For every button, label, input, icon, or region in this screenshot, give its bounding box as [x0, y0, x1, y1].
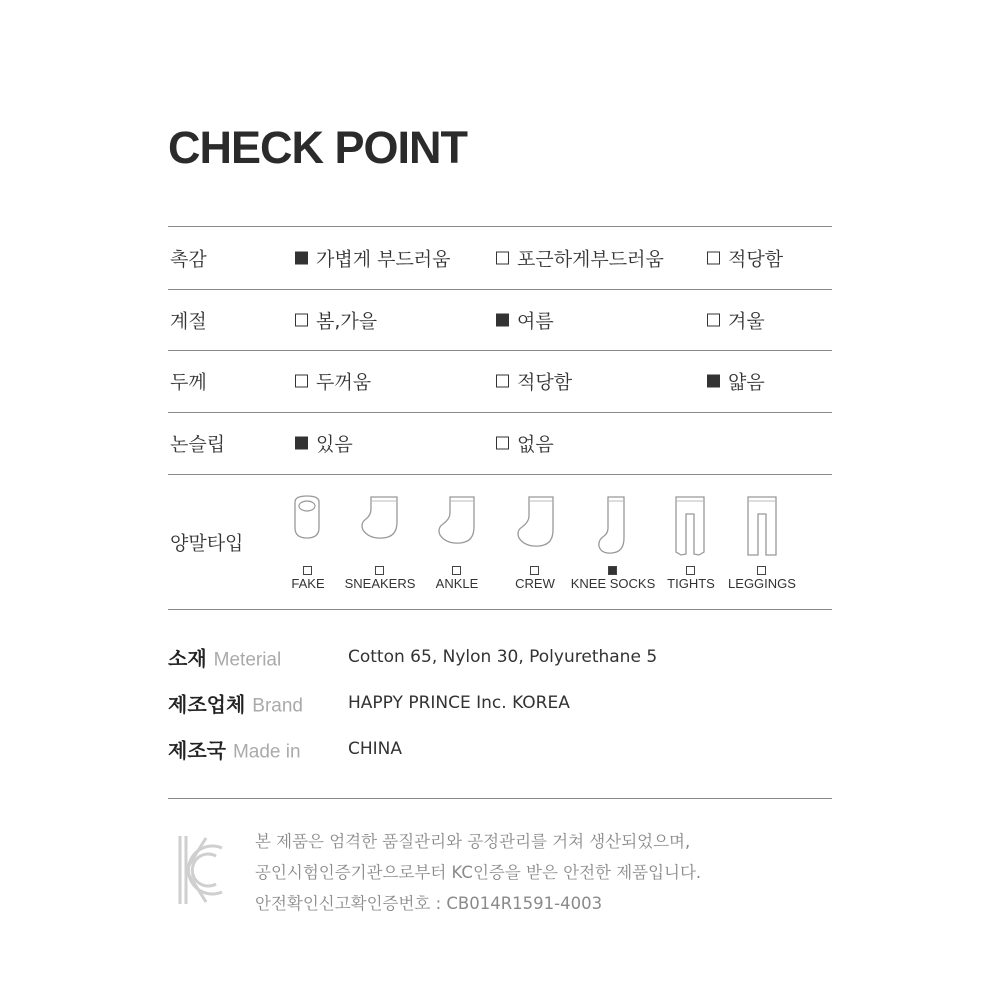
checkbox-knee-socks[interactable]: [608, 566, 617, 575]
divider: [168, 798, 832, 799]
option-thick[interactable]: [295, 368, 371, 395]
ankle-sock-icon: [435, 494, 477, 548]
sock-label-ankle: ANKLE: [435, 576, 479, 591]
option-light-soft[interactable]: [295, 245, 451, 272]
info-value-origin: CHINA: [348, 739, 403, 759]
option-label: 적당함: [728, 248, 784, 271]
info-value-material: Cotton 65, Nylon 30, Polyurethane 5: [348, 647, 658, 667]
option-cozy-soft[interactable]: [496, 245, 664, 272]
option-medium[interactable]: [496, 368, 572, 395]
row-label-non-slip: 논슬립: [170, 433, 226, 456]
notice-line: 공인시험인증기관으로부터 KC인증을 받은 안전한 제품입니다.: [255, 863, 702, 882]
option-label: 포근하게부드러움: [517, 248, 664, 271]
divider: [168, 474, 832, 475]
option-label: 봄,가을: [316, 310, 378, 333]
option-label: 얇음: [728, 371, 765, 394]
divider: [168, 289, 832, 290]
divider: [168, 226, 832, 227]
checkbox-crew[interactable]: [530, 566, 539, 575]
option-label: 적당함: [517, 371, 573, 394]
crew-sock-icon: [514, 494, 556, 550]
sneakers-sock-icon: [358, 494, 400, 544]
option-spring-fall[interactable]: [295, 307, 377, 334]
info-label-material: 소재 Meterial: [168, 646, 282, 671]
checkbox[interactable]: [707, 314, 720, 327]
notice-line: 본 제품은 엄격한 품질관리와 공정관리를 거쳐 생산되었으며,: [255, 832, 691, 851]
row-label-season: 계절: [170, 310, 207, 333]
checkbox[interactable]: [496, 252, 509, 265]
sock-label-sneakers: SNEAKERS: [344, 576, 416, 591]
notice-line: 안전확인신고확인증번호 : CB014R1591-4003: [255, 894, 603, 913]
checkbox[interactable]: [295, 375, 308, 388]
row-label-sock-type: 양말타입: [170, 532, 244, 555]
option-winter[interactable]: [707, 307, 765, 334]
row-label-texture: 촉감: [170, 248, 207, 271]
divider: [168, 350, 832, 351]
fake-sock-icon: [291, 494, 323, 542]
checkbox[interactable]: [295, 314, 308, 327]
sock-label-leggings: LEGGINGS: [728, 576, 796, 591]
checkbox-tights[interactable]: [686, 566, 695, 575]
option-label: 두꺼움: [316, 371, 372, 394]
divider: [168, 412, 832, 413]
checkbox-ankle[interactable]: [452, 566, 461, 575]
checkbox[interactable]: [707, 252, 720, 265]
option-thin[interactable]: [707, 368, 765, 395]
checkbox[interactable]: [496, 437, 509, 450]
option-label: 겨울: [728, 310, 765, 333]
option-label: 없음: [517, 433, 554, 456]
sock-label-tights: TIGHTS: [667, 576, 715, 591]
info-label-brand: 제조업체 Brand: [168, 692, 303, 717]
leggings-icon: [744, 494, 780, 558]
kc-certification-icon: [176, 834, 224, 906]
divider: [168, 609, 832, 610]
checkbox-leggings[interactable]: [757, 566, 766, 575]
checkbox[interactable]: [496, 314, 509, 327]
row-label-thickness: 두께: [170, 371, 207, 394]
option-no[interactable]: [496, 430, 554, 457]
kc-notice: [255, 826, 701, 919]
sock-label-crew: CREW: [515, 576, 555, 591]
checkbox-sneakers[interactable]: [375, 566, 384, 575]
info-value-brand: HAPPY PRINCE Inc. KOREA: [348, 693, 570, 713]
option-moderate[interactable]: [707, 245, 783, 272]
sock-label-knee-socks: KNEE SOCKS: [570, 576, 656, 591]
page-title: CHECK POINT: [168, 122, 468, 173]
option-label: 가볍게 부드러움: [316, 248, 451, 271]
option-summer[interactable]: [496, 307, 554, 334]
checkbox[interactable]: [707, 375, 720, 388]
knee-sock-icon: [596, 494, 628, 556]
option-label: 여름: [517, 310, 554, 333]
sock-label-fake: FAKE: [291, 576, 325, 591]
option-yes[interactable]: [295, 430, 353, 457]
tights-icon: [672, 494, 708, 558]
info-label-origin: 제조국 Made in: [168, 738, 301, 763]
option-label: 있음: [316, 433, 353, 456]
checkbox[interactable]: [295, 252, 308, 265]
checkbox[interactable]: [295, 437, 308, 450]
checkbox[interactable]: [496, 375, 509, 388]
checkbox-fake[interactable]: [303, 566, 312, 575]
